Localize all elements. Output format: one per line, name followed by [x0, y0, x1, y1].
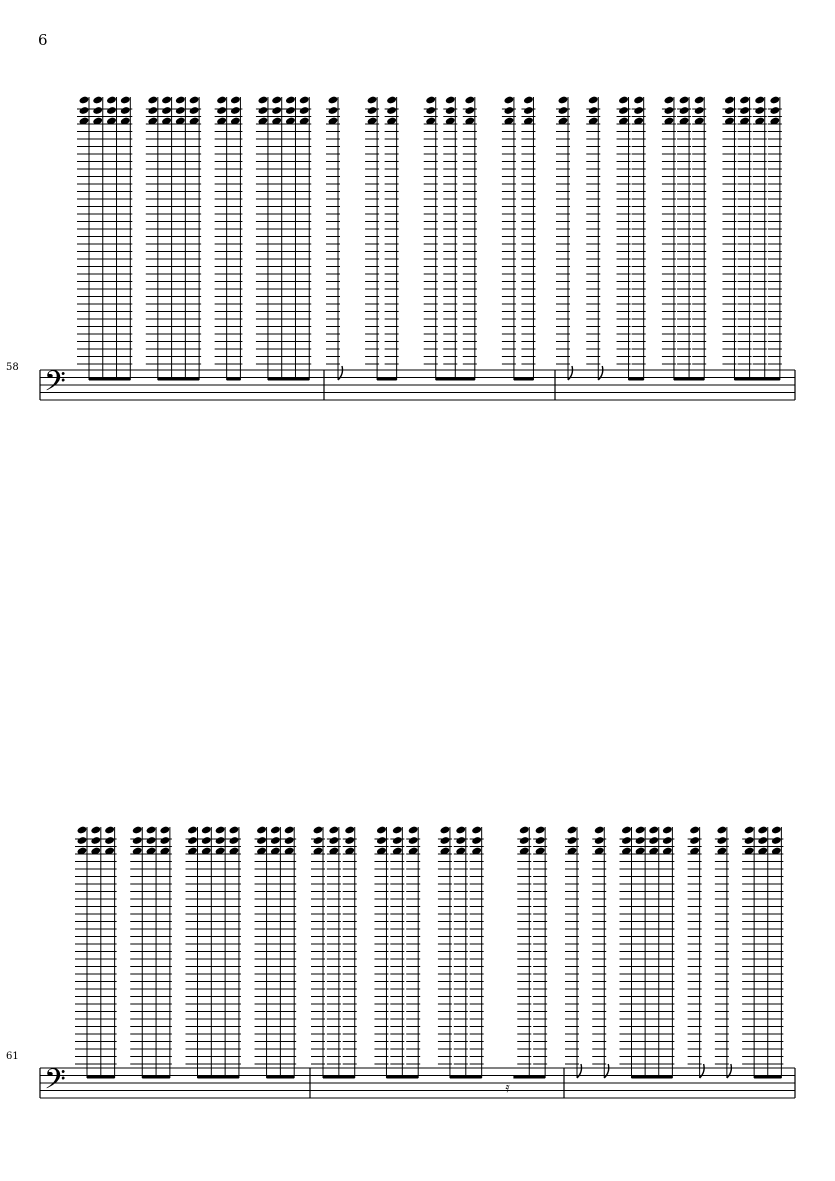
note-head: [757, 836, 768, 845]
note-head: [664, 96, 675, 105]
note-head: [635, 836, 646, 845]
note-head: [92, 96, 103, 105]
note-head: [594, 836, 605, 845]
note-head: [386, 106, 397, 115]
note-head: [106, 96, 117, 105]
beam: [513, 1075, 545, 1079]
note-head: [567, 836, 578, 845]
note-head: [440, 826, 451, 835]
note-head: [471, 836, 482, 845]
note-head: [648, 826, 659, 835]
note-head: [519, 826, 530, 835]
note-head: [621, 836, 632, 845]
beam: [227, 377, 241, 381]
note-head: [523, 96, 534, 105]
note-head: [79, 96, 90, 105]
note-head: [662, 836, 673, 845]
beam: [674, 377, 704, 381]
note-head: [392, 836, 403, 845]
note-head: [618, 106, 629, 115]
note-head: [132, 826, 143, 835]
note-head: [120, 96, 131, 105]
note-head: [256, 836, 267, 845]
bass-clef-icon: 𝄢: [44, 365, 66, 405]
note-head: [455, 826, 466, 835]
note-head: [229, 826, 240, 835]
note-head: [313, 826, 324, 835]
measure-number-system-2: 61: [6, 1051, 19, 1062]
note-head: [271, 106, 282, 115]
note-head: [594, 826, 605, 835]
note-head: [588, 106, 599, 115]
note-head: [201, 826, 212, 835]
beam: [267, 1075, 295, 1079]
note-head: [146, 836, 157, 845]
note-head: [464, 96, 475, 105]
note-head: [285, 96, 296, 105]
note-head: [567, 826, 578, 835]
note-head: [689, 826, 700, 835]
note-head: [504, 106, 515, 115]
note-head: [77, 826, 88, 835]
note-head: [440, 836, 451, 845]
note-head: [258, 96, 269, 105]
beam: [323, 1075, 355, 1079]
note-head: [229, 836, 240, 845]
note-head: [633, 96, 644, 105]
note-head: [408, 826, 419, 835]
note-head: [104, 836, 115, 845]
note-head: [230, 96, 241, 105]
note-head: [77, 836, 88, 845]
note-head: [769, 106, 780, 115]
beam: [629, 377, 644, 381]
beam: [514, 377, 534, 381]
note-head: [216, 96, 227, 105]
beam: [632, 1075, 673, 1079]
note-head: [120, 106, 131, 115]
note-head: [523, 106, 534, 115]
note-head: [270, 836, 281, 845]
note-head: [445, 106, 456, 115]
note-head: [159, 836, 170, 845]
note-head: [694, 106, 705, 115]
note-head: [230, 106, 241, 115]
note-head: [284, 826, 295, 835]
bass-clef-icon: 𝄢: [44, 1063, 66, 1103]
note-head: [771, 826, 782, 835]
note-head: [694, 96, 705, 105]
beam: [436, 377, 475, 381]
note-head: [757, 826, 768, 835]
beam: [268, 377, 309, 381]
note-head: [754, 106, 765, 115]
note-head: [215, 836, 226, 845]
note-head: [425, 96, 436, 105]
note-head: [106, 106, 117, 115]
note-head: [408, 836, 419, 845]
note-head: [201, 836, 212, 845]
note-head: [724, 106, 735, 115]
note-head: [328, 106, 339, 115]
note-head: [367, 106, 378, 115]
beam: [198, 1075, 239, 1079]
note-head: [744, 826, 755, 835]
measure-number-system-1: 58: [6, 362, 19, 373]
beam: [754, 1075, 781, 1079]
note-head: [519, 836, 530, 845]
note-head: [618, 96, 629, 105]
note-head: [299, 106, 310, 115]
note-head: [328, 96, 339, 105]
note-head: [367, 96, 378, 105]
note-head: [90, 836, 101, 845]
note-head: [504, 96, 515, 105]
beam: [450, 1075, 482, 1079]
note-head: [132, 836, 143, 845]
note-head: [270, 826, 281, 835]
note-head: [284, 836, 295, 845]
note-head: [344, 836, 355, 845]
beam: [386, 1075, 418, 1079]
note-head: [313, 836, 324, 845]
note-head: [386, 96, 397, 105]
note-head: [535, 826, 546, 835]
note-head: [159, 826, 170, 835]
note-head: [662, 826, 673, 835]
beam: [142, 1075, 170, 1079]
note-head: [344, 826, 355, 835]
note-head: [716, 836, 727, 845]
note-head: [689, 836, 700, 845]
note-head: [771, 836, 782, 845]
note-head: [147, 106, 158, 115]
note-head: [215, 826, 226, 835]
beam: [89, 377, 130, 381]
note-head: [299, 96, 310, 105]
note-head: [376, 826, 387, 835]
note-head: [376, 836, 387, 845]
note-head: [175, 106, 186, 115]
note-head: [175, 96, 186, 105]
note-head: [471, 826, 482, 835]
beam: [87, 1075, 115, 1079]
score-system-2: [0, 770, 835, 1110]
note-head: [744, 836, 755, 845]
note-head: [679, 96, 690, 105]
note-head: [79, 106, 90, 115]
note-head: [271, 96, 282, 105]
note-head: [187, 826, 198, 835]
note-head: [679, 106, 690, 115]
note-head: [285, 106, 296, 115]
note-head: [621, 826, 632, 835]
note-head: [739, 106, 750, 115]
note-head: [104, 826, 115, 835]
note-head: [445, 96, 456, 105]
note-head: [146, 826, 157, 835]
note-head: [392, 826, 403, 835]
note-head: [216, 106, 227, 115]
note-head: [588, 96, 599, 105]
note-head: [161, 106, 172, 115]
note-head: [635, 826, 646, 835]
note-head: [724, 96, 735, 105]
rest-icon: 𝄿: [505, 1080, 510, 1096]
page-number: 6: [38, 31, 48, 49]
note-head: [256, 826, 267, 835]
note-head: [189, 106, 200, 115]
note-head: [633, 106, 644, 115]
note-head: [464, 106, 475, 115]
note-head: [558, 96, 569, 105]
note-head: [258, 106, 269, 115]
note-head: [455, 836, 466, 845]
note-head: [328, 826, 339, 835]
note-head: [716, 826, 727, 835]
note-head: [92, 106, 103, 115]
note-head: [769, 96, 780, 105]
note-head: [739, 96, 750, 105]
note-head: [535, 836, 546, 845]
note-head: [664, 106, 675, 115]
beam: [734, 377, 779, 381]
note-head: [328, 836, 339, 845]
score-system-1: [0, 60, 835, 420]
beam: [158, 377, 199, 381]
note-head: [189, 96, 200, 105]
note-head: [754, 96, 765, 105]
note-head: [187, 836, 198, 845]
note-head: [558, 106, 569, 115]
note-head: [147, 96, 158, 105]
beam: [377, 377, 397, 381]
note-head: [90, 826, 101, 835]
note-head: [161, 96, 172, 105]
note-head: [648, 836, 659, 845]
note-head: [425, 106, 436, 115]
